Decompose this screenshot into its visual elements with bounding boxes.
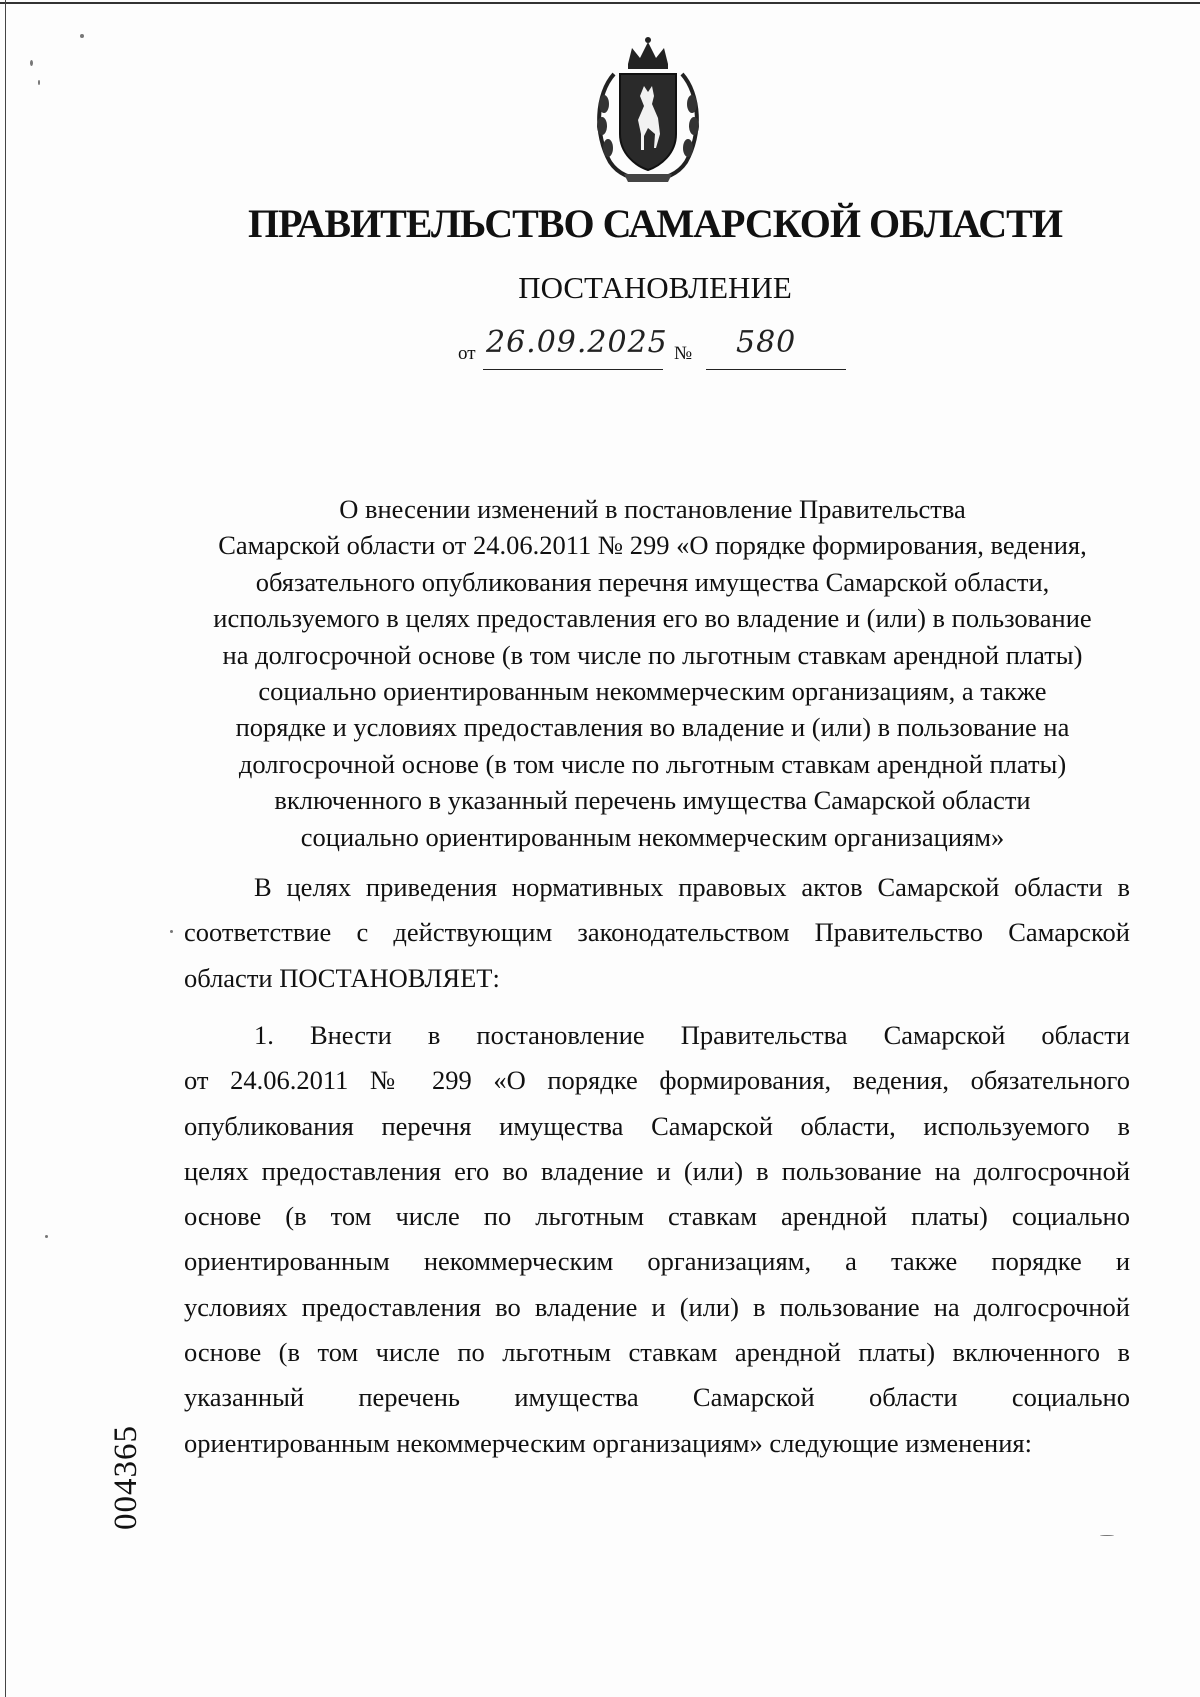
- number-label: №: [674, 343, 693, 364]
- subject-line: социально ориентированным некоммерческим организациям»: [300, 821, 1005, 852]
- item-line: основе (в том числе по льготным ставкам арендной платы) включенного в: [184, 1337, 1130, 1368]
- preamble-line: В целях приведения нормативных правовых актов Самарской области в: [254, 872, 1130, 902]
- subject-line: на долгосрочной основе (в том числе по льготным ставкам арендной платы): [222, 639, 1083, 670]
- date-underline: [483, 369, 663, 370]
- scan-speck: [45, 1235, 48, 1238]
- subject-line: обязательного опубликования перечня имущества Самарской области,: [255, 566, 1050, 597]
- scan-speck: [38, 80, 40, 85]
- scan-speck: [30, 60, 33, 66]
- subject-line: Самарской области от 24.06.2011 № 299 «О порядке формирования, ведения,: [218, 530, 1087, 561]
- date-label: от: [458, 343, 476, 364]
- item-line: от 24.06.2011 № 299 «О порядке формирования, ведения, обязательного: [184, 1065, 1130, 1096]
- date-number-line: [458, 325, 858, 365]
- preamble-line: соответствие с действующим законодательством Правительство Самарской: [184, 917, 1130, 948]
- item-line: 1. Внести в постановление Правительства Самарской области: [254, 1020, 1130, 1050]
- scan-speck: [80, 34, 84, 38]
- item-line: ориентированным некоммерческим организациям» следующие изменения:: [184, 1427, 1032, 1458]
- handwritten-date: 26.09.2025: [486, 325, 668, 360]
- preamble-paragraph: [184, 865, 1130, 1001]
- item-line: условиях предоставления во владение и (или) в пользование на долгосрочной: [184, 1291, 1130, 1322]
- handwritten-number: 580: [736, 325, 797, 360]
- item-line: ориентированным некоммерческим организациям, а также порядке и: [184, 1246, 1130, 1277]
- scan-left-edge: [5, 0, 6, 1697]
- document-type: ПОСТАНОВЛЕНИЕ: [518, 270, 792, 305]
- preamble-line: области ПОСТАНОВЛЯЕТ:: [184, 962, 500, 993]
- scan-top-edge: [0, 2, 1200, 4]
- subject-line: порядке и условиях предоставления во владение и (или) в пользование на: [235, 712, 1070, 743]
- item-1-paragraph: [184, 1013, 1130, 1466]
- margin-stamp-number: 004365: [108, 1425, 144, 1530]
- subject-line: долгосрочной основе (в том числе по льготным ставкам арендной платы): [238, 748, 1067, 779]
- item-line: опубликования перечня имущества Самарской области, используемого в: [184, 1110, 1130, 1141]
- subject-line: социально ориентированным некоммерческим организациям, а также: [258, 676, 1047, 707]
- item-line: целях предоставления его во владение и (или) в пользование на долгосрочной: [184, 1155, 1130, 1186]
- item-line: основе (в том числе по льготным ставкам арендной платы) социально: [184, 1201, 1130, 1232]
- subject-line: О внесении изменений в постановление Правительства: [339, 494, 966, 524]
- scan-speck: [1100, 1535, 1114, 1536]
- document-subject: [160, 491, 1145, 855]
- coat-of-arms-emblem: [588, 34, 708, 184]
- item-line: указанный перечень имущества Самарской области социально: [184, 1382, 1130, 1413]
- number-underline: [706, 369, 846, 370]
- crown-icon: [628, 37, 668, 69]
- subject-line: используемого в целях предоставления его во владение и (или) в пользование: [213, 603, 1092, 634]
- scan-speck: [170, 930, 173, 933]
- organization-title: ПРАВИТЕЛЬСТВО САМАРСКОЙ ОБЛАСТИ: [248, 201, 1062, 246]
- subject-line: включенного в указанный перечень имущества Самарской области: [274, 785, 1031, 816]
